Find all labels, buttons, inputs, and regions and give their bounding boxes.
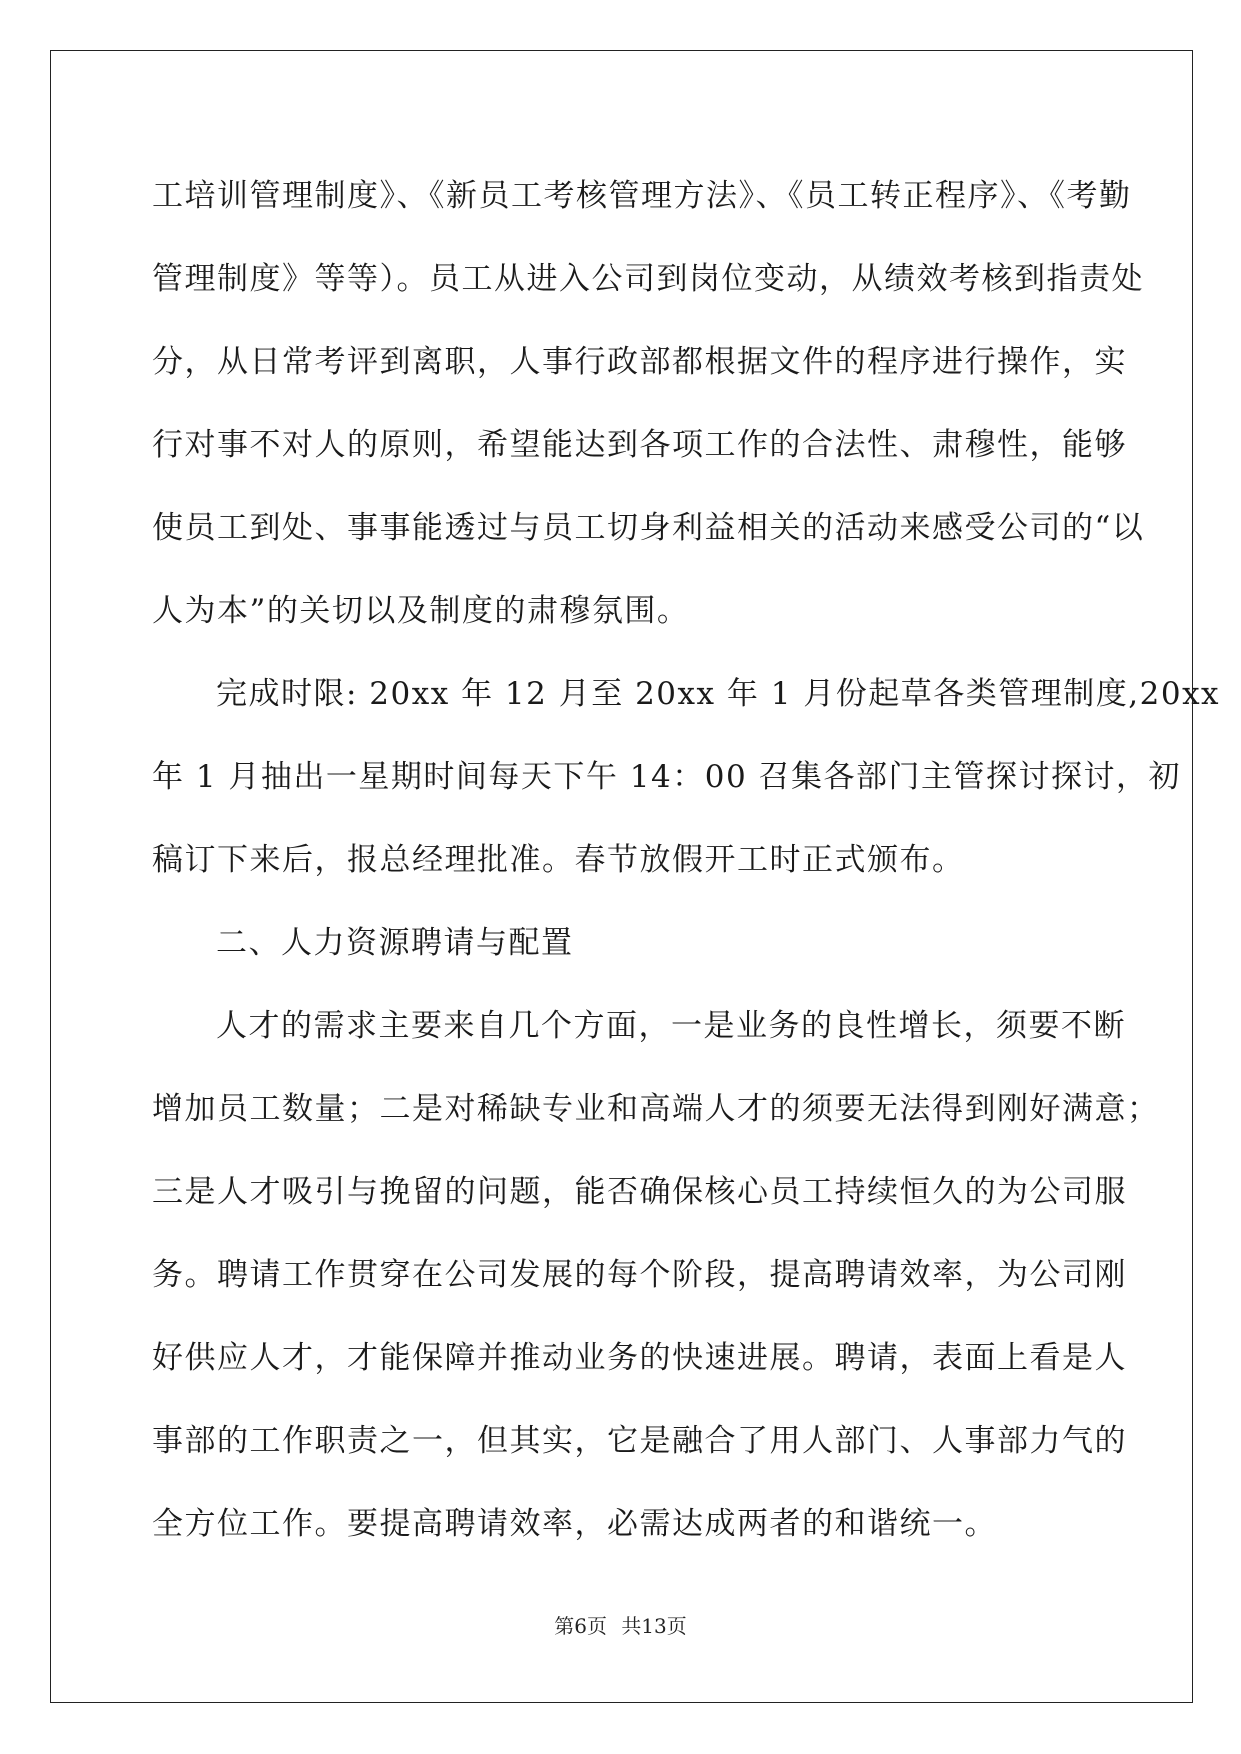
text-line: 管理制度》等等）。员工从进入公司到岗位变动，从绩效考核到指责处 xyxy=(152,261,1144,297)
document-body xyxy=(152,155,1221,1566)
text-line: 年 1 月抽出一星期时间每天下午 14：00 召集各部门主管探讨探讨，初 xyxy=(152,759,1182,795)
text-line: 全方位工作。要提高聘请效率，必需达成两者的和谐统一。 xyxy=(152,1506,997,1542)
text-line: 好供应人才，才能保障并推动业务的快速进展。聘请，表面上看是人 xyxy=(152,1340,1127,1376)
paragraph xyxy=(152,155,1145,653)
page-footer xyxy=(0,1614,1241,1638)
text-line: 务。聘请工作贯穿在公司发展的每个阶段，提高聘请效率，为公司刚 xyxy=(152,1257,1127,1293)
text-line: 人才的需求主要来自几个方面，一是业务的良性增长，须要不断 xyxy=(216,1008,1126,1044)
text-line: 稿订下来后，报总经理批准。春节放假开工时正式颁布。 xyxy=(152,842,965,878)
page-total: 共13页 xyxy=(621,1614,687,1638)
text-line: 事部的工作职责之一，但其实，它是融合了用人部门、人事部力气的 xyxy=(152,1423,1127,1459)
paragraph xyxy=(152,985,1160,1566)
page-number: 第6页 xyxy=(554,1614,607,1638)
section-heading xyxy=(152,902,1089,985)
heading-text: 二、人力资源聘请与配置 xyxy=(216,925,574,961)
text-line: 完成时限: 20xx 年 12 月至 20xx 年 1 月份起草各类管理制度,20xx xyxy=(216,676,1221,712)
text-line: 行对事不对人的原则，希望能达到各项工作的合法性、肃穆性，能够 xyxy=(152,427,1127,463)
text-line: 三是人才吸引与挽留的问题，能否确保核心员工持续恒久的为公司服 xyxy=(152,1174,1127,1210)
text-line: 工培训管理制度》、《新员工考核管理方法》、《员工转正程序》、《考勤 xyxy=(152,178,1132,214)
text-line: 分，从日常考评到离职，人事行政部都根据文件的程序进行操作，实 xyxy=(152,344,1127,380)
text-line: 使员工到处、事事能透过与员工切身利益相关的活动来感受公司的“以 xyxy=(152,510,1145,546)
paragraph xyxy=(152,653,1221,902)
text-line: 人为本”的关切以及制度的肃穆氛围。 xyxy=(152,593,690,629)
text-line: 增加员工数量；二是对稀缺专业和高端人才的须要无法得到刚好满意； xyxy=(152,1091,1160,1127)
